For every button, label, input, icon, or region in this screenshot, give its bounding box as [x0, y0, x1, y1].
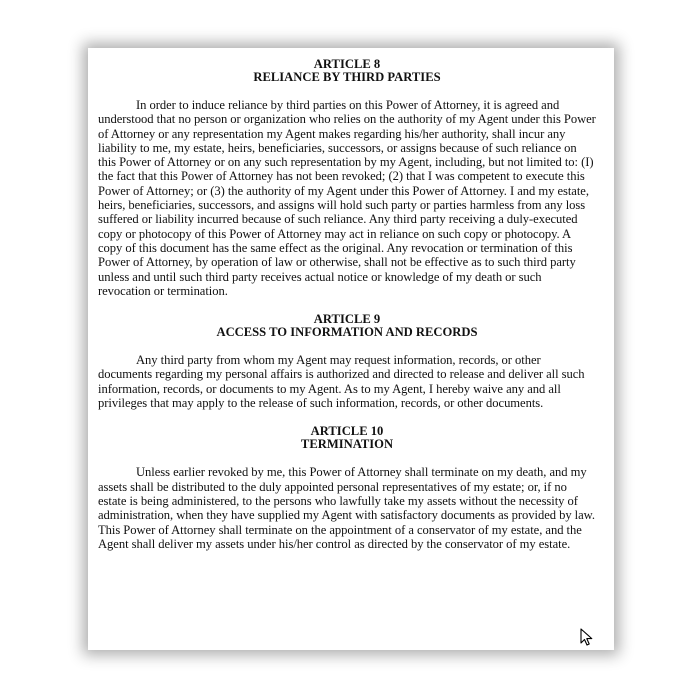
article-title: TERMINATION — [300, 437, 394, 452]
article-title: RELIANCE BY THIRD PARTIES — [253, 70, 441, 84]
article-heading — [98, 58, 596, 84]
article-body: Unless earlier revoked by me, this Power of Attorney shall terminate on my death, and my assets shall be distributed to the duly appointed personal representatives of my estate; or, if no estate is being administered, to the persons who lawfully take my assets without the necessity of administration, when they have supplied my Agent with satisfactory documents as provided by law. This Power of Attorney shall terminate on the appointment of a conservator of my estate, and the Agent shall deliver my assets under his/her control as directed by the conservator of my estate. — [98, 465, 595, 551]
article-heading — [98, 425, 596, 451]
article-8 — [98, 58, 596, 298]
article-9 — [98, 313, 596, 410]
article-body: Any third party from whom my Agent may request information, records, or other documents regarding my personal affairs is authorized and directed to release and deliver all such information, records, or documents to my Agent. As to my Agent, I hereby waive any and all privileges that may apply to the release of such information, records, or other documents. — [98, 353, 585, 411]
mouse-pointer-icon — [580, 628, 594, 646]
article-10 — [98, 425, 596, 551]
article-number: ARTICLE 8 — [313, 57, 381, 71]
article-heading — [98, 313, 596, 339]
article-number: ARTICLE 9 — [313, 312, 381, 327]
article-body: In order to induce reliance by third parties on this Power of Attorney, it is agreed and understood that no person or organization who relies on the authority of my Agent under this Power of Attorney or any representation my Agent makes regarding his/her authority, shall incur any liability to me, my estate, heirs, beneficiaries, successors, or assigns because of such reliance on this Power of Attorney or on any such representation by my Agent, including, but not limited to: (I) the fact that this Power of Attorney has not been revoked; (2) that I was competent to execute this Power of Attorney; or (3) the authority of my Agent under this Power of Attorney. I and my estate, heirs, beneficiaries, successors, and assigns will hold such party or parties harmless from any loss suffered or liability incurred because of such reliance. Any third party receiving a duly-executed copy or photocopy of this Power of Attorney may act in reliance on such copy or photocopy. A copy of this document has the same effect as the original. Any revocation or termination of this Power of Attorney, by operation of law or otherwise, shall not be effective as to such third party unless and until such third party receives actual notice or knowledge of my death or such revocation or termination. — [98, 98, 596, 298]
document-page — [88, 48, 614, 650]
article-title: ACCESS TO INFORMATION AND RECORDS — [216, 325, 478, 340]
article-number: ARTICLE 10 — [310, 424, 384, 439]
